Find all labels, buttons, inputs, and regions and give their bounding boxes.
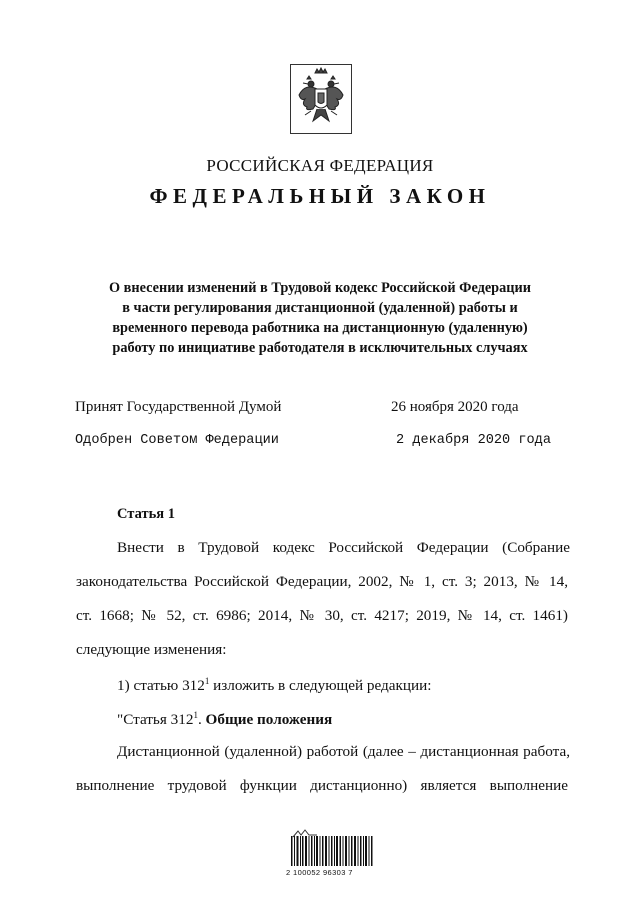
- law-type-heading: ФЕДЕРАЛЬНЫЙ ЗАКОН: [149, 184, 491, 208]
- duma-adoption-label: Принят Государственной Думой: [75, 399, 282, 415]
- law-title-line: в части регулирования дистанционной (удаленной) работы и: [122, 300, 518, 316]
- quoted-article-text: "Статья 312: [117, 711, 194, 728]
- superscript: 1: [204, 676, 210, 686]
- country-name: РОССИЙСКАЯ ФЕДЕРАЦИЯ: [206, 156, 434, 175]
- article-text-line: законодательства Российской Федерации, 2002, № 1, ст. 3; 2013, № 14,: [76, 573, 568, 590]
- council-approval-date: 2 декабря 2020 года: [396, 433, 551, 448]
- quoted-article-text: .: [197, 711, 206, 728]
- article-text-line: следующие изменения:: [76, 641, 227, 658]
- quoted-article-title: Общие положения: [205, 711, 333, 728]
- amendment-item-text: изложить в следующей редакции:: [209, 677, 432, 694]
- law-title-line: работу по инициативе работодателя в исключительных случаях: [112, 340, 528, 356]
- council-approval-label: Одобрен Советом Федерации: [75, 433, 279, 448]
- law-title-line: О внесении изменений в Трудовой кодекс Российской Федерации: [108, 280, 531, 296]
- barcode-number: 2 100052 96303 7: [286, 868, 353, 877]
- article-heading: Статья 1: [117, 506, 175, 522]
- article-text-line: Дистанционной (удаленной) работой (далее – дистанционная работа,: [117, 743, 570, 760]
- quoted-article-heading: [117, 711, 332, 729]
- law-title-line: временного перевода работника на дистанционную (удаленную): [112, 320, 528, 336]
- article-text-line: ст. 1668; № 52, ст. 6986; 2014, № 30, ст. 4217; 2019, № 14, ст. 1461): [76, 607, 568, 624]
- publisher-mark-icon: [292, 826, 318, 836]
- article-text-line: выполнение трудовой функции дистанционно) является выполнение: [76, 777, 568, 794]
- coat-of-arms-emblem-icon: [290, 64, 352, 134]
- amendment-item: [117, 677, 432, 695]
- superscript: 1: [193, 710, 198, 720]
- duma-adoption-date: 26 ноября 2020 года: [391, 399, 519, 415]
- law-title: [70, 278, 570, 358]
- article-text-line: Внести в Трудовой кодекс Российской Федерации (Собрание: [117, 539, 570, 556]
- amendment-item-text: 1) статью 312: [117, 677, 205, 694]
